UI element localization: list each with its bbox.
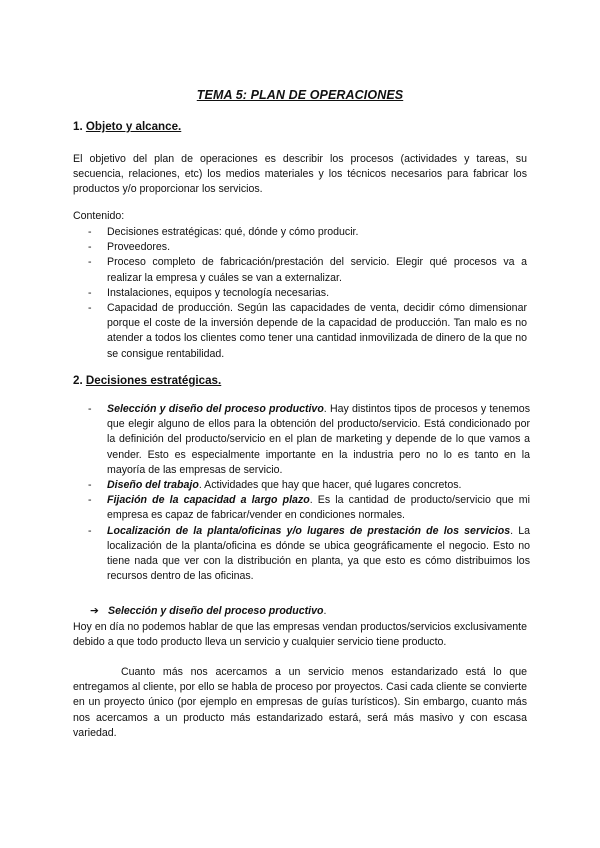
subsection-para-2: Cuanto más nos acercamos a un servicio menos estandarizado está lo que entregamos al cliente, por ello se habla de proceso por proyectos. Casi cada cliente se convierte en un proyecto único (por ejemplo en empresas de guías turísticos). Sin embargo, cuanto más nos acercamos a un producto más estandarizado estará, será más masivo y con escasa variedad.	[73, 666, 527, 739]
page-title: TEMA 5: PLAN DE OPERACIONES	[196, 88, 404, 102]
section-2-number: 2.	[73, 374, 86, 387]
section-2-title: Decisiones estratégicas.	[85, 374, 222, 387]
section-2-heading	[73, 373, 221, 388]
decisiones-list	[88, 402, 530, 584]
list-item: - Selección y diseño del proceso productivo. Hay distintos tipos de procesos y tenemos que elegir alguno de ellos para la obtención del producto/servicio. Está condicionado por la definición del producto/servicio en el plan de marketing y depende de lo que vamos a vender. Esto es especialmente importante en la industria pero no lo es tanto en la mayoría de las empresas de servicio.	[88, 403, 530, 476]
list-item: - Diseño del trabajo. Actividades que hay que hacer, qué lugares concretos.	[88, 478, 530, 493]
dash-bullet: -	[88, 479, 92, 492]
list-item: - Fijación de la capacidad a largo plazo. Es la cantidad de producto/servicio que mi empresa es capaz de fabricar/vender en condiciones normales.	[88, 494, 530, 522]
list-item: - Proveedores.	[88, 240, 527, 255]
dash-bullet: -	[88, 241, 92, 254]
subsection-para-1: Hoy en día no podemos hablar de que las empresas vendan productos/servicios exclusivamente debido a que todo producto lleva un servicio y cualquier servicio tiene producto.	[73, 621, 527, 649]
dash-bullet: -	[88, 494, 92, 507]
list-item: - Decisiones estratégicas: qué, dónde y cómo producir.	[88, 225, 527, 240]
item-bold-term: Fijación de la capacidad a largo plazo	[107, 494, 310, 507]
dash-bullet: -	[88, 226, 92, 238]
dash-bullet: -	[88, 302, 92, 315]
item-bold-term: Localización de la planta/oficinas y/o lugares de prestación de los servicios	[107, 524, 511, 537]
section-1-intro: El objetivo del plan de operaciones es describir los procesos (actividades y tareas, su secuencia, relaciones, etc) los medios materiales y los técnicos necesarios para fabricar los productos y/o proporcionar los servicios.	[73, 153, 527, 196]
dash-bullet: -	[88, 524, 92, 537]
contenido-label: Contenido:	[73, 210, 125, 222]
list-item: - Proceso completo de fabricación/prestación del servicio. Elegir qué procesos va a realizar la empresa y cuáles se van a externalizar.	[88, 256, 527, 284]
subsection-heading: ➔ Selección y diseño del proceso productivo.	[90, 604, 326, 619]
contenido-list	[88, 225, 527, 362]
list-item: - Instalaciones, equipos y tecnología necesarias.	[88, 286, 527, 301]
item-bold-term: Selección y diseño del proceso productivo	[107, 403, 324, 415]
list-item: - Localización de la planta/oficinas y/o lugares de prestación de los servicios. La localización de la planta/oficina es dónde se ubica geográficamente el negocio. Esto no tiene nada que ver con la distribución en planta, ya que esto es cómo distribuimos los recursos dentro de las oficinas.	[88, 524, 530, 583]
dash-bullet: -	[88, 286, 92, 299]
list-item: - Capacidad de producción. Según las capacidades de venta, decidir cómo dimensionar porque el coste de la inversión depende de la capacidad de producción. Tan malo es no atender a todos los clientes como tener una cantidad inmovilizada de dinero de la que no se consigue rentabilidad.	[88, 302, 527, 360]
arrow-right-icon: ➔	[90, 605, 99, 617]
section-1-title: Objeto y alcance.	[85, 120, 182, 133]
dash-bullet: -	[88, 256, 92, 269]
item-bold-term: Diseño del trabajo	[107, 479, 199, 492]
section-1-number: 1.	[73, 120, 86, 133]
section-1-heading	[73, 119, 181, 134]
dash-bullet: -	[88, 403, 92, 415]
subsection-title: Selección y diseño del proceso productivo	[108, 605, 324, 617]
